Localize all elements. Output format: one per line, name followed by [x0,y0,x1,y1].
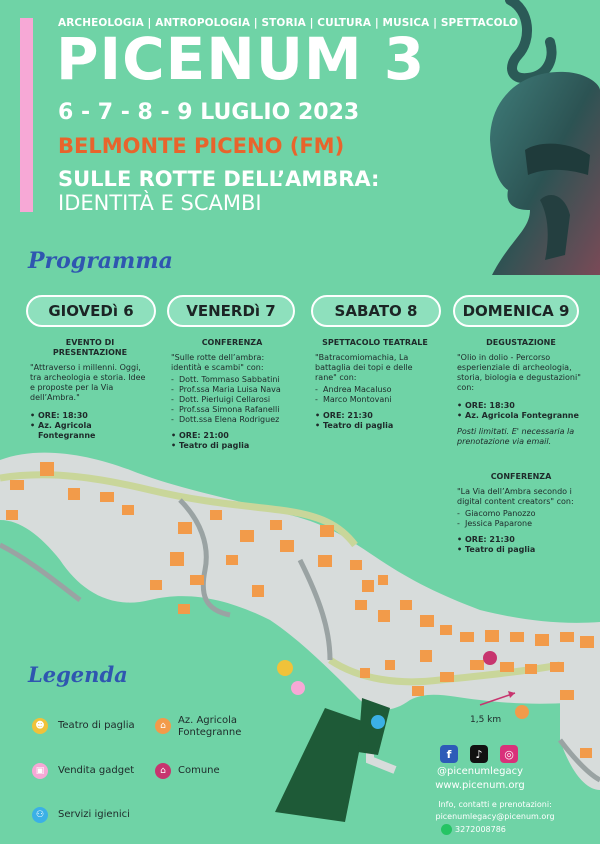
distance-label: 1,5 km [470,715,502,725]
friday-speaker: - Dott. Tommaso Sabbatini [171,375,293,385]
sunday-venue: • Az. Agricola Fontegranne [457,411,585,421]
thursday-details [30,338,150,441]
thursday-quote: "Attraverso i millenni. Oggi, tra archeologia e storia. Idee e proposte per la Via dell’Ambra." [30,363,146,402]
sunday-quote: "Olio in dolio - Percorso esperienziale di archeologia, storia, biologia e degustazioni" con: [457,353,581,392]
thursday-venue: • Az. Agricola Fontegranne [30,421,150,441]
friday-quote: "Sulle rotte dell’ambra: identità e scambi" con: [171,353,265,372]
gadget-bag-icon: ▣ [32,763,48,779]
info-label: Info, contatti e prenotazioni: [438,800,552,809]
sunday-booking-note: Posti limitati. E' necessaria la prenotazione via email. [457,427,575,446]
town-hall-icon: ⌂ [155,763,171,779]
subtitle-line-1: SULLE ROTTE DELL’AMBRA: [58,167,380,191]
theater-icon: ☻ [32,718,48,734]
legend-label-comune: Comune [178,765,220,776]
sunday-event2-time: • ORE: 21:30 [457,535,585,545]
event-dates: 6 - 7 - 8 - 9 LUGLIO 2023 [58,100,360,125]
friday-speaker: - Prof.ssa Maria Luisa Nava [171,385,293,395]
saturday-speaker: - Andrea Macaluso [315,385,435,395]
subtitle-line-2: IDENTITÀ E SCAMBI [58,191,262,215]
tiktok-icon[interactable]: ♪ [470,745,488,763]
thursday-event-type: EVENTO DI PRESENTAZIONE [52,338,128,357]
saturday-event-type: SPETTACOLO TEATRALE [322,338,428,347]
pink-accent-bar [20,18,33,212]
legend-label-fontegranne: Az. Agricola Fontegranne [178,715,242,738]
day-thursday: GIOVEDì 6 [26,295,156,327]
green-park [275,708,365,822]
friday-time: • ORE: 21:00 [171,431,293,441]
map-marker-teatro[interactable] [277,660,293,676]
day-sunday: DOMENICA 9 [453,295,579,327]
sunday-time: • ORE: 18:30 [457,401,585,411]
saturday-time: • ORE: 21:30 [315,411,435,421]
saturday-quote: "Batracomiomachia, La battaglia dei topi e delle rane" con: [315,353,413,382]
restroom-icon: ⚇ [32,807,48,823]
sunday-event2-venue: • Teatro di paglia [457,545,585,555]
helmet-illustration [470,0,600,280]
map-marker-gadget[interactable] [291,681,305,695]
whatsapp-icon [441,824,452,835]
farm-icon: ⌂ [155,718,171,734]
programma-heading: Programma [28,248,173,274]
saturday-details [315,338,435,431]
legend-label-gadget: Vendita gadget [58,765,135,776]
legend-label-servizi: Servizi igienici [58,809,130,820]
event-title: PICENUM 3 [56,25,426,93]
map-marker-servizi[interactable] [371,715,385,729]
saturday-speaker: - Marco Montovani [315,395,435,405]
topics-tagline: ARCHEOLOGIA | ANTROPOLOGIA | STORIA | CULTURA | MUSICA | SPETTACOLO [58,17,519,29]
sunday-event2-speaker: - Giacomo Panozzo [457,509,585,519]
facebook-icon[interactable]: f [440,745,458,763]
friday-speaker: - Dott. Pierluigi Cellarosi [171,395,293,405]
map-marker-comune[interactable] [483,651,497,665]
sunday-event2-quote: "La Via dell’Ambra secondo i digital content creators" con: [457,487,574,506]
friday-speaker: - Prof.ssa Simona Rafanelli [171,405,293,415]
friday-venue: • Teatro di paglia [171,441,293,451]
saturday-venue: • Teatro di paglia [315,421,435,431]
social-handle[interactable]: @picenumlegacy [436,766,523,777]
map-marker-fontegranne[interactable] [515,705,529,719]
friday-speaker: - Dott.ssa Elena Rodriguez [171,415,293,425]
thursday-time: • ORE: 18:30 [30,411,150,421]
instagram-icon[interactable]: ◎ [500,745,518,763]
email-link[interactable]: picenumlegacy@picenum.org [435,812,555,821]
sunday-event2-speaker: - Jessica Paparone [457,519,585,529]
phone-number[interactable]: 3272008786 [455,825,506,834]
website-link[interactable]: www.picenum.org [435,780,525,791]
legenda-heading: Legenda [28,662,128,687]
sunday-event2-type: CONFERENZA [490,472,552,481]
friday-event-type: CONFERENZA [201,338,263,347]
day-friday: VENERDì 7 [167,295,295,327]
legend-label-teatro: Teatro di paglia [58,720,135,731]
sunday-event-type: DEGUSTAZIONE [486,338,556,347]
day-saturday: SABATO 8 [311,295,441,327]
event-location: BELMONTE PICENO (FM) [58,134,345,158]
